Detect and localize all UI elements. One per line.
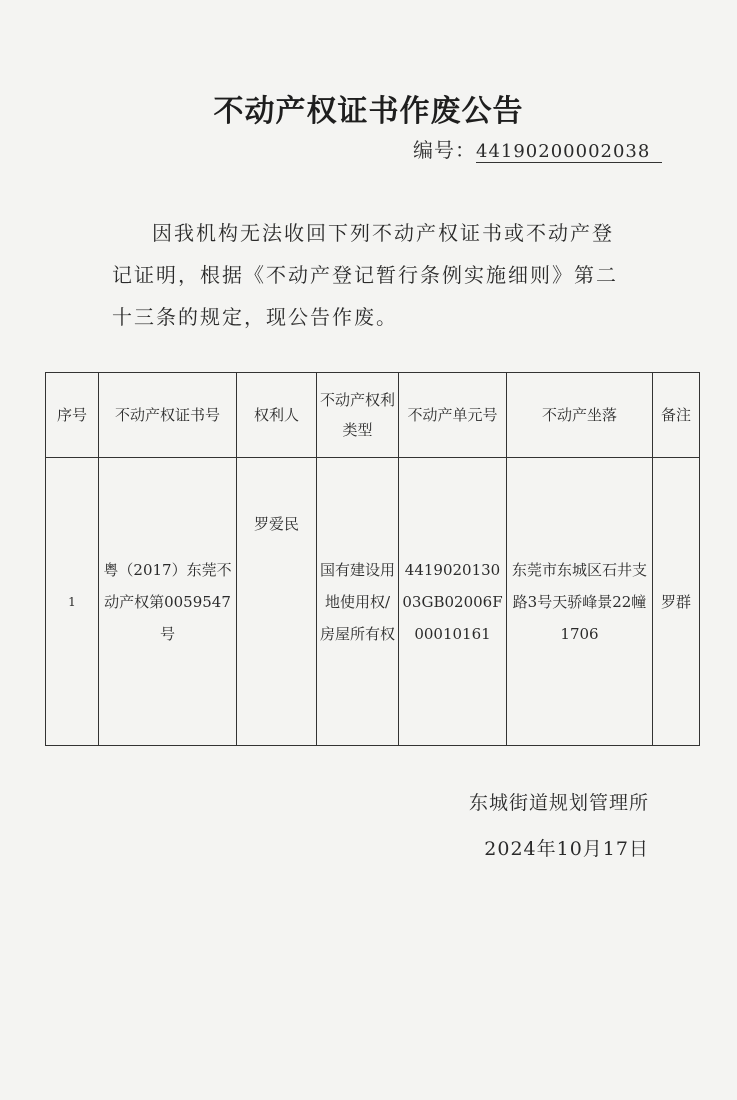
- table-row: [46, 458, 700, 746]
- number-value: 44190200002038: [476, 141, 662, 163]
- header-unit-number: 不动产单元号: [399, 373, 507, 458]
- header-location: 不动产坐落: [507, 373, 653, 458]
- table-header-row: [46, 373, 700, 458]
- notice-title: 不动产权证书作废公告: [213, 94, 524, 129]
- notice-footer: [469, 780, 649, 872]
- issue-date: 2024年10月17日: [484, 838, 649, 860]
- cell-owner: 罗爱民: [237, 458, 317, 746]
- header-remark: 备注: [653, 373, 700, 458]
- header-right-type: 不动产权利类型: [317, 373, 399, 458]
- number-label: 编号：: [413, 138, 476, 162]
- cell-remark: 罗群: [653, 458, 700, 746]
- cell-location: 东莞市东城区石井支路3号天骄峰景22幢1706: [507, 458, 653, 746]
- issuing-organization: 东城街道规划管理所: [468, 792, 649, 814]
- certificate-table: [45, 372, 700, 746]
- cell-certificate-number: 粤（2017）东莞不动产权第0059547号: [99, 458, 237, 746]
- header-certificate-number: 不动产权证书号: [99, 373, 237, 458]
- notice-number: [413, 134, 662, 163]
- cell-unit-number: 441902013003GB02006F00010161: [399, 458, 507, 746]
- header-index: 序号: [46, 373, 99, 458]
- cell-index: 1: [46, 458, 99, 746]
- notice-paragraph: [112, 212, 632, 338]
- cell-right-type: 国有建设用地使用权/房屋所有权: [317, 458, 399, 746]
- paragraph-text: 因我机构无法收回下列不动产权证书或不动产登记证明，根据《不动产登记暂行条例实施细则》第二十三条的规定，现公告作废。: [112, 221, 618, 329]
- header-owner: 权利人: [237, 373, 317, 458]
